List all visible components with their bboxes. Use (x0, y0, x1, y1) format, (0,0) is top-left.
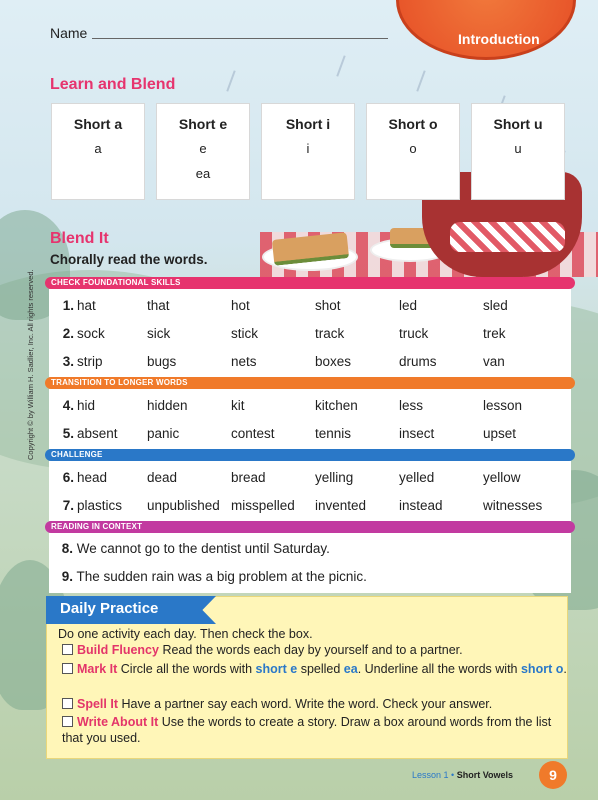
highlight-term: short e (255, 662, 298, 676)
word: hat (77, 297, 96, 313)
word-row (49, 391, 571, 419)
word: kit (231, 397, 245, 413)
vowel-card-short-o (366, 103, 460, 200)
row-number: 5. (62, 425, 74, 441)
row-number: 7. (62, 497, 74, 513)
activity-name: Write About It (77, 715, 159, 729)
row-number: 1. (62, 297, 74, 313)
activity-text: spelled (297, 662, 344, 676)
word: that (147, 297, 170, 313)
blend-it-title: Blend It (50, 230, 109, 247)
row-number: 4. (62, 397, 74, 413)
sentence-group (49, 533, 571, 593)
sentence-row (49, 535, 571, 563)
word-row (49, 347, 571, 375)
word: sock (77, 325, 105, 341)
highlight-term: short o (520, 662, 564, 676)
word: lesson (483, 397, 523, 413)
row-number: 6. (62, 469, 74, 485)
activity-text: Have a partner say each word. Write the word. Check your answer. (121, 697, 493, 711)
copyright-notice: Copyright © by William H. Sadlier, Inc. All rights reserved. (26, 269, 35, 460)
practice-item-build-fluency (62, 642, 567, 658)
vowel-spelling: o (409, 141, 417, 156)
vowel-card-short-a (51, 103, 145, 200)
daily-practice-title: Daily Practice (60, 600, 159, 617)
checkbox[interactable] (62, 644, 73, 655)
name-write-line[interactable] (92, 38, 388, 39)
word: trek (483, 325, 506, 341)
word: yelled (399, 469, 435, 485)
vowel-spelling: i (306, 141, 310, 156)
activity-text: . Underline all the words with (357, 662, 521, 676)
rain-drop (336, 55, 345, 76)
category-bar-foundational: CHECK FOUNDATIONAL SKILLS (45, 277, 575, 289)
lesson-number: Lesson 1 (412, 770, 449, 780)
row-number: 2. (62, 325, 74, 341)
word: sled (483, 297, 508, 313)
word: invented (315, 497, 367, 513)
word: plastics (77, 497, 123, 513)
row-number: 8. (61, 541, 73, 556)
word-row (49, 319, 571, 347)
vowel-card-heading: Short e (178, 116, 228, 132)
learn-and-blend-title: Learn and Blend (50, 76, 176, 93)
category-bar-reading-context: READING IN CONTEXT (45, 521, 575, 533)
activity-text: Read the words each day by yourself and to a partner. (162, 643, 463, 657)
word: nets (231, 353, 257, 369)
word-group (49, 389, 571, 449)
word: instead (399, 497, 443, 513)
lesson-footer (412, 770, 513, 780)
word: hot (231, 297, 250, 313)
word-group (49, 461, 571, 521)
word-group (49, 289, 571, 377)
word: track (315, 325, 345, 341)
activity-text: . (563, 662, 567, 676)
word: head (77, 469, 108, 485)
word: kitchen (315, 397, 358, 413)
word: shot (315, 297, 341, 313)
activity-name: Build Fluency (77, 643, 159, 657)
word: contest (231, 425, 275, 441)
checkbox[interactable] (62, 716, 73, 727)
practice-item-write-about-it (62, 714, 567, 746)
vowel-card-heading: Short a (73, 116, 123, 132)
rain-drop (226, 70, 235, 91)
word: bread (231, 469, 266, 485)
word: unpublished (147, 497, 220, 513)
word-row (49, 463, 571, 491)
word: dead (147, 469, 178, 485)
checkbox[interactable] (62, 663, 73, 674)
sentence-row (49, 563, 571, 591)
vowel-spelling: a (94, 141, 102, 156)
activity-text: Use the words to create a story. Draw a box around words from the list that you used. (62, 715, 552, 745)
row-number: 3. (62, 353, 74, 369)
daily-practice-intro: Do one activity each day. Then check the box. (58, 627, 313, 641)
activity-name: Mark It (77, 662, 118, 676)
word: bugs (147, 353, 177, 369)
bullet-separator: • (451, 770, 455, 780)
word: witnesses (483, 497, 543, 513)
vowel-card-heading: Short i (285, 116, 331, 132)
word: boxes (315, 353, 352, 369)
basket-cloth (450, 222, 565, 252)
sentence-text: The sudden rain was a big problem at the picnic. (76, 569, 367, 584)
word: led (399, 297, 418, 313)
word: misspelled (231, 497, 295, 513)
highlight-term: ea (343, 662, 358, 676)
rain-drop (416, 70, 425, 91)
row-number: 9. (61, 569, 73, 584)
word: upset (483, 425, 517, 441)
introduction-badge (396, 0, 576, 60)
word: hid (77, 397, 96, 413)
word: stick (231, 325, 258, 341)
vowel-card-short-i (261, 103, 355, 200)
word: tennis (315, 425, 352, 441)
word: yellow (483, 469, 521, 485)
word-list-table (45, 277, 575, 593)
word: drums (399, 353, 437, 369)
vowel-spelling: e (199, 141, 207, 156)
practice-item-mark-it (62, 661, 567, 677)
word: truck (399, 325, 429, 341)
word-row (49, 491, 571, 519)
word: sick (147, 325, 171, 341)
vowel-card-short-e (156, 103, 250, 200)
vowel-card-heading: Short o (388, 116, 438, 132)
page-number: 9 (539, 761, 567, 789)
checkbox[interactable] (62, 698, 73, 709)
blend-it-instruction: Chorally read the words. (50, 252, 208, 267)
word: hidden (147, 397, 188, 413)
sentence-text: We cannot go to the dentist until Saturday. (76, 541, 330, 556)
word-row (49, 291, 571, 319)
word: van (483, 353, 505, 369)
word: panic (147, 425, 180, 441)
word: less (399, 397, 424, 413)
word: strip (77, 353, 103, 369)
vowel-spelling: ea (195, 166, 211, 181)
category-bar-challenge: CHALLENGE (45, 449, 575, 461)
name-label: Name (50, 25, 88, 41)
lesson-topic: Short Vowels (456, 770, 514, 780)
activity-text: Circle all the words with (120, 662, 256, 676)
word: absent (77, 425, 118, 441)
word: yelling (315, 469, 354, 485)
activity-name: Spell It (77, 697, 118, 711)
category-bar-longer-words: TRANSITION TO LONGER WORDS (45, 377, 575, 389)
word: insect (399, 425, 435, 441)
vowel-card-short-u (471, 103, 565, 200)
vowel-card-heading: Short u (493, 116, 543, 132)
vowel-spelling: u (514, 141, 522, 156)
word-row (49, 419, 571, 447)
introduction-label: Introduction (458, 31, 540, 47)
practice-item-spell-it (62, 696, 567, 712)
